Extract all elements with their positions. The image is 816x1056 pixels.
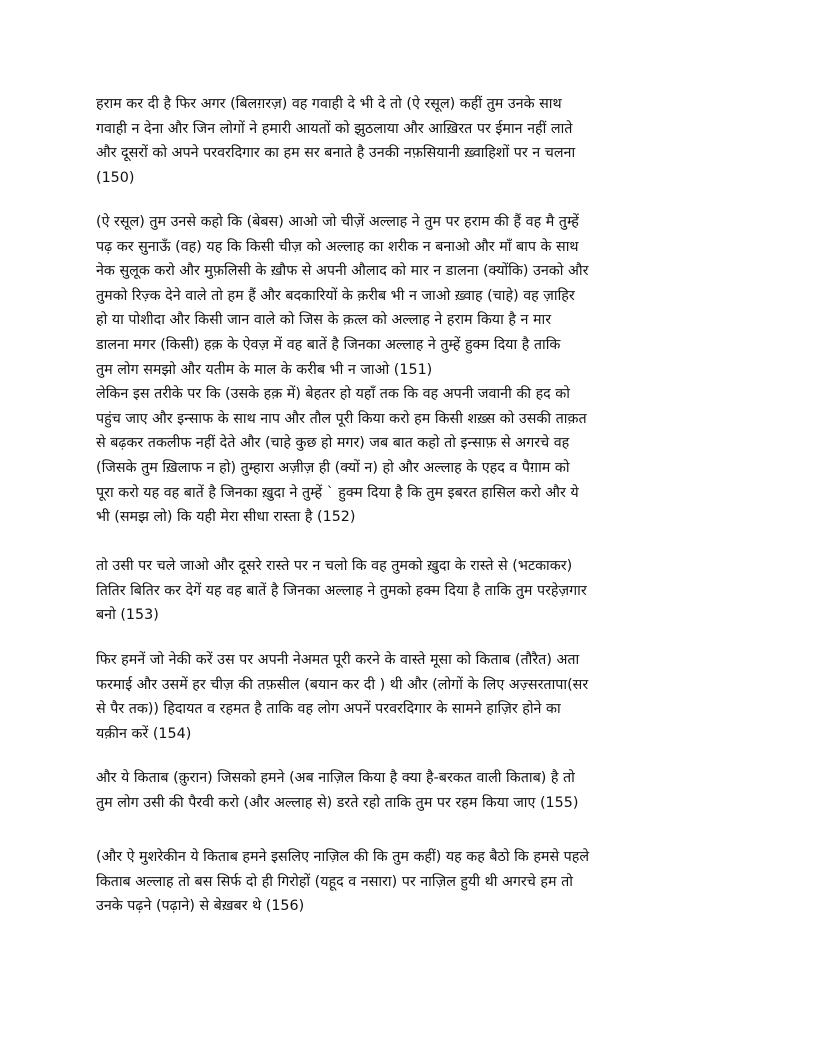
text-line: तो उसी पर चले जाओ और दूसरे रास्ते पर न चलो कि वह तुमको ख़ुदा के रास्ते से (भटकाकर) <box>96 558 573 574</box>
text-line: नेक सुलूक करो और मुफ़लिसी के ख़ौफ से अपनी औलाद को मार न डालना (क्योंकि) उनको और <box>96 263 589 280</box>
text-line: और दूसरों को अपने परवरदिगार का हम सर बनाते है उनकी नफ़सियानी ख़्वाहिशों पर न चलना <box>96 145 576 162</box>
text-line: डालना मगर (किसी) हक़ के ऐवज़ में वह बातें है जिनका अल्लाह ने तुम्हें हुक्म दिया है ताकि <box>96 336 561 353</box>
text-line: उनके पढ़ने (पढ़ाने) से बेख़बर थे (156) <box>96 898 305 915</box>
text-line: हो या पोशीदा और किसी जान वाले को जिस के क़त्ल को अल्लाह ने हराम किया है न मार <box>96 312 552 329</box>
text-line: हराम कर दी है फिर अगर (बिलग़रज़) वह गवाही दे भी दे तो (ऐ रसूल) कहीं तुम उनके साथ <box>96 96 562 112</box>
text-line: तितिर बितिर कर देगें यह वह बातें है जिनका अल्लाह ने तुमको हक्म दिया है ताकि तुम परहेज़गार <box>96 582 587 599</box>
text-line: यक़ीन करें (154) <box>96 725 192 742</box>
text-line: से बढ़कर तकलीफ नहीं देते और (चाहे कुछ हो मगर) जब बात कहो तो इन्साफ़ से अगरचे वह <box>96 435 570 452</box>
paragraph-verses-151-152 <box>96 210 728 530</box>
text-line: फरमाई और उसमें हर चीज़ की तफ़सील (बयान कर दी ) थी और (लोगों के लिए अज़्सरतापा(सर <box>96 676 589 693</box>
text-line: भी (समझ लो) कि यही मेरा सीधा रास्ता है (152) <box>96 509 356 526</box>
text-line: (जिसके तुम ख़िलाफ न हो) तुम्हारा अज़ीज़ ही (क्यों न) हो और अल्लाह के एहद व पैग़ाम को <box>96 459 570 476</box>
text-line: और ये किताब (क़ुरान) जिसको हमने (अब नाज़िल किया है क्या है-बरकत वाली किताब) है तो <box>96 770 575 786</box>
paragraph-verse-155 <box>96 766 728 815</box>
text-line: तुम लोग समझो और यतीम के माल के करीब भी न जाओ (151) <box>96 361 433 378</box>
text-line: तुम लोग उसी की पैरवी करो (और अल्लाह से) डरते रहो ताकि तुम पर रहम किया जाए (155) <box>96 794 579 811</box>
text-line: गवाही न देना और जिन लोगों ने हमारी आयतों को झुठलाया और आख़िरत पर ईमान नहीं लाते <box>96 120 573 137</box>
text-line: (ऐ रसूल) तुम उनसे कहो कि (बेबस) आओ जो चीज़ें अल्लाह ने तुम पर हराम की हैं वह मै तुम्हें <box>96 214 579 230</box>
text-line: तुमको रिज़्क देने वाले तो हम हैं और बदकारियों के क़रीब भी न जाओ ख़्वाह (चाहे) वह ज़ाहिर <box>96 287 575 304</box>
paragraph-verse-156 <box>96 845 728 919</box>
text-line: लेकिन इस तरीके पर कि (उसके हक़ में) बेहतर हो यहाँ तक कि वह अपनी जवानी की हद को <box>96 386 570 403</box>
text-line: किताब अल्लाह तो बस सिर्फ दो ही गिरोहों (यहूद व नसारा) पर नाज़िल हुयी थी अगरचे हम तो <box>96 873 573 890</box>
paragraph-verse-154 <box>96 648 728 746</box>
text-line: (और ऐ मुशरेकीन ये किताब हमने इसलिए नाज़िल की कि तुम कहीं) यह कह बैठो कि हमसे पहले <box>96 849 590 865</box>
text-line: पढ़ कर सुनाऊँ (वह) यह कि किसी चीज़ को अल्लाह का शरीक न बनाओ और माँ बाप के साथ <box>96 238 579 255</box>
text-line: बनो (153) <box>96 607 159 624</box>
text-line: पूरा करो यह वह बातें है जिनका ख़ुदा ने तुम्हें ` हुक्म दिया है कि तुम इबरत हासिल करो और ये <box>96 484 579 501</box>
text-line: पहुंच जाए और इन्साफ के साथ नाप और तौल पूरी किया करो हम किसी शख़्स को उसकी ताक़त <box>96 410 587 427</box>
text-line: से पैर तक)) हिदायत व रहमत है ताकि वह लोग अपनें परवरदिगार के सामने हाज़िर होने का <box>96 701 561 718</box>
text-line: (150) <box>96 169 135 186</box>
paragraph-verse-153 <box>96 554 728 628</box>
paragraph-verse-150 <box>96 92 728 190</box>
text-line: फिर हमनें जो नेकी करें उस पर अपनी नेअमत पूरी करने के वास्ते मूसा को किताब (तौरैत) अता <box>96 652 580 668</box>
